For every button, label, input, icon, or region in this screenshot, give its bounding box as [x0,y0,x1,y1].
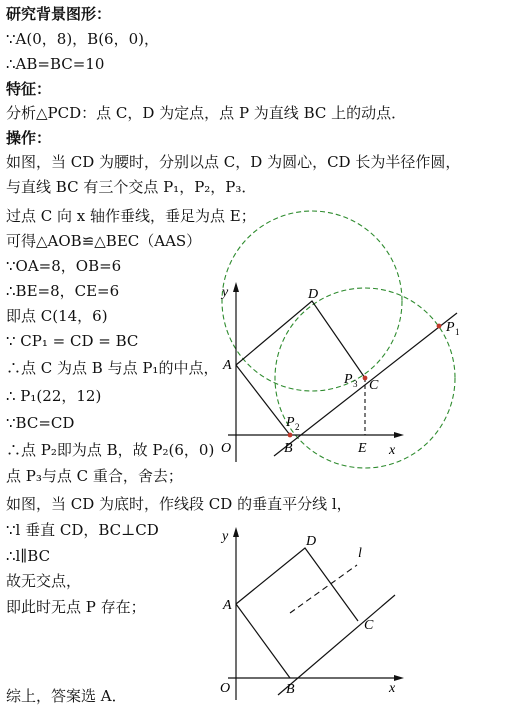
heading-features: 特征： [6,80,52,98]
label-y: y [222,285,229,300]
text-line: 综上，答案选 A． [6,687,127,705]
label-o: O [220,681,231,696]
text-line: ∵l 垂直 CD，BC⊥CD [6,521,159,539]
label-p1-sub: 1 [455,327,460,337]
label-c: C [369,378,379,393]
label-a: A [223,598,232,613]
label-d: D [306,534,317,549]
text-line: 可得△AOB≌△BEC（AAS） [6,232,202,250]
text-line: ∵ CP₁ = CD = BC [6,332,139,350]
label-p2-sub: 2 [295,422,300,432]
label-p1: P [446,320,455,335]
label-d: D [308,287,319,302]
text-line: ∵BC=CD [6,414,75,432]
text-line: 分析△PCD：点 C，D 为定点，点 P 为直线 BC 上的动点． [6,104,407,122]
text-line: ∵OA=8，OB=6 [6,257,122,275]
text-line: ∴AB=BC=10 [6,55,105,73]
text-line: 即此时无点 P 存在； [6,598,146,616]
text-line: ∵A(0，8)，B(6，0)， [6,30,159,48]
text-line: 与直线 BC 有三个交点 P₁，P₂，P₃． [6,178,257,196]
label-a: A [223,358,232,373]
segment-abcd [236,548,358,621]
heading-operation: 操作： [6,129,52,147]
y-axis-arrow-icon [233,527,239,537]
label-b: B [284,441,293,456]
label-x: x [389,443,396,458]
text-line: ∴BE=8，CE=6 [6,282,120,300]
label-p3: P [344,372,353,387]
heading-background: 研究背景图形： [6,5,112,23]
x-axis-arrow-icon [394,675,404,681]
text-line: 如图，当 CD 为底时，作线段 CD 的垂直平分线 l， [6,495,352,513]
label-c: C [364,618,374,633]
text-line: 故无交点， [6,572,82,590]
label-p3-sub: 3 [353,379,358,389]
text-line: ∴ P₁(22，12) [6,387,102,405]
line-bc [278,595,395,695]
text-line: 过点 C 向 x 轴作垂线，垂足为点 E； [6,207,256,225]
label-y: y [222,529,229,544]
label-e: E [358,441,367,456]
label-l: l [358,546,362,561]
label-b: B [286,682,295,697]
label-p2: P [286,415,295,430]
text-line: 即点 C(14，6) [6,307,108,325]
segment-ab [236,604,290,678]
text-line: ∴点 C 为点 B 与点 P₁的中点， [6,359,219,377]
text-line: 点 P₃与点 C 重合，舍去； [6,467,183,485]
text-line: ∴点 P₂即为点 B，故 P₂(6，0) [6,441,215,459]
label-x: x [389,681,396,696]
text-line: ∴l∥BC [6,547,51,565]
label-o: O [221,441,232,456]
text-line: 如图，当 CD 为腰时，分别以点 C，D 为圆心，CD 长为半径作圆， [6,153,461,171]
